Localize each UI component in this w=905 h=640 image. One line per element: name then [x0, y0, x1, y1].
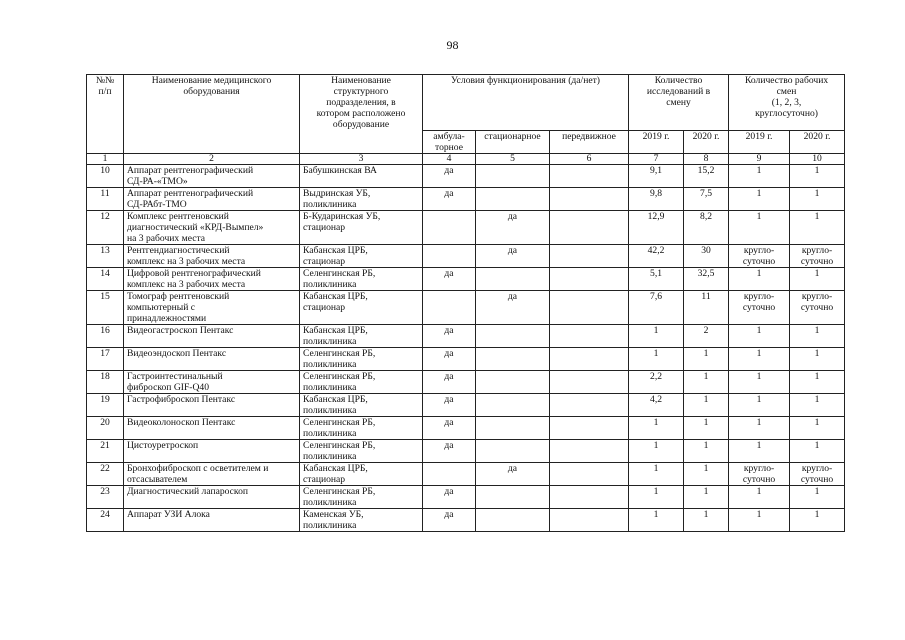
department-cell: Кабанская ЦРБ, стационар [300, 245, 423, 268]
mobile-cell [550, 394, 629, 417]
department-cell: Выдринская УБ, поликлиника [300, 188, 423, 211]
mobile-cell [550, 291, 629, 325]
column-number: 3 [300, 154, 423, 165]
row-number-cell: 20 [87, 417, 124, 440]
count-2020-cell: 8,2 [684, 211, 729, 245]
stationary-cell [476, 394, 550, 417]
department-cell: Кабанская ЦРБ, поликлиника [300, 325, 423, 348]
shifts-2019-cell: кругло- суточно [729, 291, 790, 325]
count-2019-cell: 9,1 [629, 165, 684, 188]
equipment-name-cell: Аппарат рентгенографический СД-РАбт-ТМО [124, 188, 300, 211]
ambulatory-cell: да [423, 325, 476, 348]
shifts-2019-cell: 1 [729, 188, 790, 211]
equipment-name-cell: Видеоколоноскоп Пентакс [124, 417, 300, 440]
shifts-2020-cell: 1 [790, 165, 845, 188]
ambulatory-cell: да [423, 165, 476, 188]
ambulatory-cell: да [423, 417, 476, 440]
row-number-cell: 14 [87, 268, 124, 291]
equipment-name-cell: Аппарат рентгенографический СД-РА-«ТМО» [124, 165, 300, 188]
count-2020-cell: 1 [684, 348, 729, 371]
header-equipment: Наименование медицинского оборудования [124, 75, 300, 154]
shifts-2020-cell: 1 [790, 371, 845, 394]
count-2020-cell: 1 [684, 463, 729, 486]
table-row [87, 440, 845, 463]
count-2020-cell: 1 [684, 486, 729, 509]
table-row [87, 486, 845, 509]
table-row [87, 291, 845, 325]
row-number-cell: 19 [87, 394, 124, 417]
count-2020-cell: 7,5 [684, 188, 729, 211]
mobile-cell [550, 268, 629, 291]
count-2019-cell: 4,2 [629, 394, 684, 417]
count-2019-cell: 7,6 [629, 291, 684, 325]
count-2020-cell: 1 [684, 417, 729, 440]
equipment-table [86, 74, 845, 532]
shifts-2019-cell: 1 [729, 348, 790, 371]
row-number-cell: 23 [87, 486, 124, 509]
stationary-cell [476, 325, 550, 348]
header-count: Количество исследований в смену [629, 75, 729, 131]
ambulatory-cell: да [423, 188, 476, 211]
ambulatory-cell: да [423, 268, 476, 291]
shifts-2019-cell: 1 [729, 325, 790, 348]
shifts-2019-cell: 1 [729, 211, 790, 245]
shifts-2019-cell: 1 [729, 440, 790, 463]
stationary-cell [476, 417, 550, 440]
shifts-2019-cell: 1 [729, 165, 790, 188]
equipment-name-cell: Диагностический лапароскоп [124, 486, 300, 509]
count-2019-cell: 12,9 [629, 211, 684, 245]
count-2019-cell: 42,2 [629, 245, 684, 268]
department-cell: Селенгинская РБ, поликлиника [300, 440, 423, 463]
shifts-2020-cell: 1 [790, 394, 845, 417]
equipment-name-cell: Бронхофиброскоп с осветителем и отсасывателем [124, 463, 300, 486]
row-number-cell: 13 [87, 245, 124, 268]
shifts-2019-cell: 1 [729, 417, 790, 440]
mobile-cell [550, 486, 629, 509]
mobile-cell [550, 325, 629, 348]
mobile-cell [550, 245, 629, 268]
count-2020-cell: 32,5 [684, 268, 729, 291]
equipment-name-cell: Томограф рентгеновский компьютерный с принадлежностями [124, 291, 300, 325]
equipment-name-cell: Аппарат УЗИ Алока [124, 509, 300, 532]
header-stationary: стационарное [476, 131, 550, 154]
row-number-cell: 22 [87, 463, 124, 486]
column-number: 1 [87, 154, 124, 165]
table-row [87, 245, 845, 268]
count-2020-cell: 15,2 [684, 165, 729, 188]
row-number-cell: 11 [87, 188, 124, 211]
shifts-2019-cell: кругло- суточно [729, 245, 790, 268]
table-row [87, 394, 845, 417]
column-number: 2 [124, 154, 300, 165]
table-row [87, 348, 845, 371]
count-2020-cell: 1 [684, 371, 729, 394]
shifts-2020-cell: 1 [790, 211, 845, 245]
equipment-name-cell: Рентгендиагностический комплекс на 3 рабочих места [124, 245, 300, 268]
count-2019-cell: 1 [629, 509, 684, 532]
row-number-cell: 24 [87, 509, 124, 532]
column-number: 4 [423, 154, 476, 165]
department-cell: Селенгинская РБ, поликлиника [300, 417, 423, 440]
table-row [87, 463, 845, 486]
header-shifts-2019: 2019 г. [729, 131, 790, 154]
shifts-2019-cell: 1 [729, 371, 790, 394]
ambulatory-cell [423, 245, 476, 268]
shifts-2020-cell: кругло- суточно [790, 463, 845, 486]
equipment-name-cell: Комплекс рентгеновский диагностический «КРД-Вымпел» на 3 рабочих места [124, 211, 300, 245]
stationary-cell: да [476, 463, 550, 486]
mobile-cell [550, 211, 629, 245]
shifts-2019-cell: 1 [729, 486, 790, 509]
department-cell: Б-Кударинская УБ, стационар [300, 211, 423, 245]
row-number-cell: 10 [87, 165, 124, 188]
table-row [87, 509, 845, 532]
shifts-2019-cell: 1 [729, 394, 790, 417]
shifts-2020-cell: 1 [790, 417, 845, 440]
department-cell: Кабанская ЦРБ, стационар [300, 291, 423, 325]
equipment-name-cell: Цистоуретроскоп [124, 440, 300, 463]
shifts-2020-cell: 1 [790, 440, 845, 463]
count-2020-cell: 11 [684, 291, 729, 325]
department-cell: Кабанская ЦРБ, поликлиника [300, 394, 423, 417]
count-2020-cell: 1 [684, 440, 729, 463]
mobile-cell [550, 417, 629, 440]
table-body [87, 165, 845, 532]
count-2020-cell: 1 [684, 509, 729, 532]
ambulatory-cell [423, 463, 476, 486]
table-row [87, 165, 845, 188]
header-mobile: передвижное [550, 131, 629, 154]
equipment-name-cell: Гастроинтестинальный фиброскоп GIF-Q40 [124, 371, 300, 394]
shifts-2020-cell: 1 [790, 486, 845, 509]
column-number: 5 [476, 154, 550, 165]
equipment-name-cell: Видеоэндоскоп Пентакс [124, 348, 300, 371]
page-number: 98 [446, 38, 459, 52]
shifts-2020-cell: 1 [790, 268, 845, 291]
stationary-cell [476, 268, 550, 291]
table-row [87, 211, 845, 245]
mobile-cell [550, 165, 629, 188]
column-number: 8 [684, 154, 729, 165]
count-2019-cell: 1 [629, 463, 684, 486]
mobile-cell [550, 348, 629, 371]
department-cell: Селенгинская РБ, поликлиника [300, 486, 423, 509]
shifts-2020-cell: 1 [790, 348, 845, 371]
count-2019-cell: 1 [629, 486, 684, 509]
ambulatory-cell: да [423, 348, 476, 371]
count-2020-cell: 2 [684, 325, 729, 348]
row-number-cell: 16 [87, 325, 124, 348]
ambulatory-cell: да [423, 486, 476, 509]
ambulatory-cell [423, 291, 476, 325]
department-cell: Селенгинская РБ, поликлиника [300, 371, 423, 394]
department-cell: Бабушкинская ВА [300, 165, 423, 188]
stationary-cell: да [476, 291, 550, 325]
column-number: 7 [629, 154, 684, 165]
count-2019-cell: 2,2 [629, 371, 684, 394]
table-row [87, 417, 845, 440]
ambulatory-cell: да [423, 394, 476, 417]
shifts-2019-cell: 1 [729, 268, 790, 291]
department-cell: Селенгинская РБ, поликлиника [300, 268, 423, 291]
stationary-cell [476, 486, 550, 509]
shifts-2019-cell: кругло- суточно [729, 463, 790, 486]
shifts-2019-cell: 1 [729, 509, 790, 532]
ambulatory-cell: да [423, 509, 476, 532]
department-cell: Кабанская ЦРБ, стационар [300, 463, 423, 486]
column-number: 6 [550, 154, 629, 165]
row-number-cell: 15 [87, 291, 124, 325]
table-row [87, 325, 845, 348]
header-shifts-2020: 2020 г. [790, 131, 845, 154]
header-department: Наименование структурного подразделения, в котором расположено оборудование [300, 75, 423, 154]
shifts-2020-cell: 1 [790, 188, 845, 211]
table-row [87, 371, 845, 394]
department-cell: Селенгинская РБ, поликлиника [300, 348, 423, 371]
ambulatory-cell [423, 211, 476, 245]
equipment-name-cell: Видеогастроскоп Пентакс [124, 325, 300, 348]
stationary-cell [476, 348, 550, 371]
department-cell: Каменская УБ, поликлиника [300, 509, 423, 532]
equipment-name-cell: Гастрофиброскоп Пентакс [124, 394, 300, 417]
column-number: 10 [790, 154, 845, 165]
count-2020-cell: 1 [684, 394, 729, 417]
count-2019-cell: 5,1 [629, 268, 684, 291]
row-number-cell: 12 [87, 211, 124, 245]
count-2019-cell: 1 [629, 440, 684, 463]
table-row [87, 268, 845, 291]
stationary-cell [476, 440, 550, 463]
row-number-cell: 21 [87, 440, 124, 463]
count-2019-cell: 1 [629, 325, 684, 348]
table-row [87, 188, 845, 211]
count-2019-cell: 1 [629, 348, 684, 371]
header-shifts: Количество рабочих смен (1, 2, 3, круглосуточно) [729, 75, 845, 131]
shifts-2020-cell: кругло- суточно [790, 245, 845, 268]
mobile-cell [550, 188, 629, 211]
shifts-2020-cell: 1 [790, 325, 845, 348]
stationary-cell [476, 188, 550, 211]
header-ambulatory: амбула- торное [423, 131, 476, 154]
header-count-2020: 2020 г. [684, 131, 729, 154]
mobile-cell [550, 440, 629, 463]
stationary-cell: да [476, 211, 550, 245]
mobile-cell [550, 463, 629, 486]
mobile-cell [550, 509, 629, 532]
row-number-cell: 18 [87, 371, 124, 394]
header-conditions: Условия функционирования (да/нет) [423, 75, 629, 131]
stationary-cell [476, 371, 550, 394]
shifts-2020-cell: 1 [790, 509, 845, 532]
header-num: №№ п/п [87, 75, 124, 154]
shifts-2020-cell: кругло- суточно [790, 291, 845, 325]
equipment-name-cell: Цифровой рентгенографический комплекс на 3 рабочих места [124, 268, 300, 291]
ambulatory-cell: да [423, 440, 476, 463]
mobile-cell [550, 371, 629, 394]
header-count-2019: 2019 г. [629, 131, 684, 154]
row-number-cell: 17 [87, 348, 124, 371]
count-2020-cell: 30 [684, 245, 729, 268]
column-number: 9 [729, 154, 790, 165]
column-numbers-row [87, 154, 845, 165]
stationary-cell [476, 509, 550, 532]
count-2019-cell: 1 [629, 417, 684, 440]
stationary-cell [476, 165, 550, 188]
count-2019-cell: 9,8 [629, 188, 684, 211]
ambulatory-cell: да [423, 371, 476, 394]
stationary-cell: да [476, 245, 550, 268]
